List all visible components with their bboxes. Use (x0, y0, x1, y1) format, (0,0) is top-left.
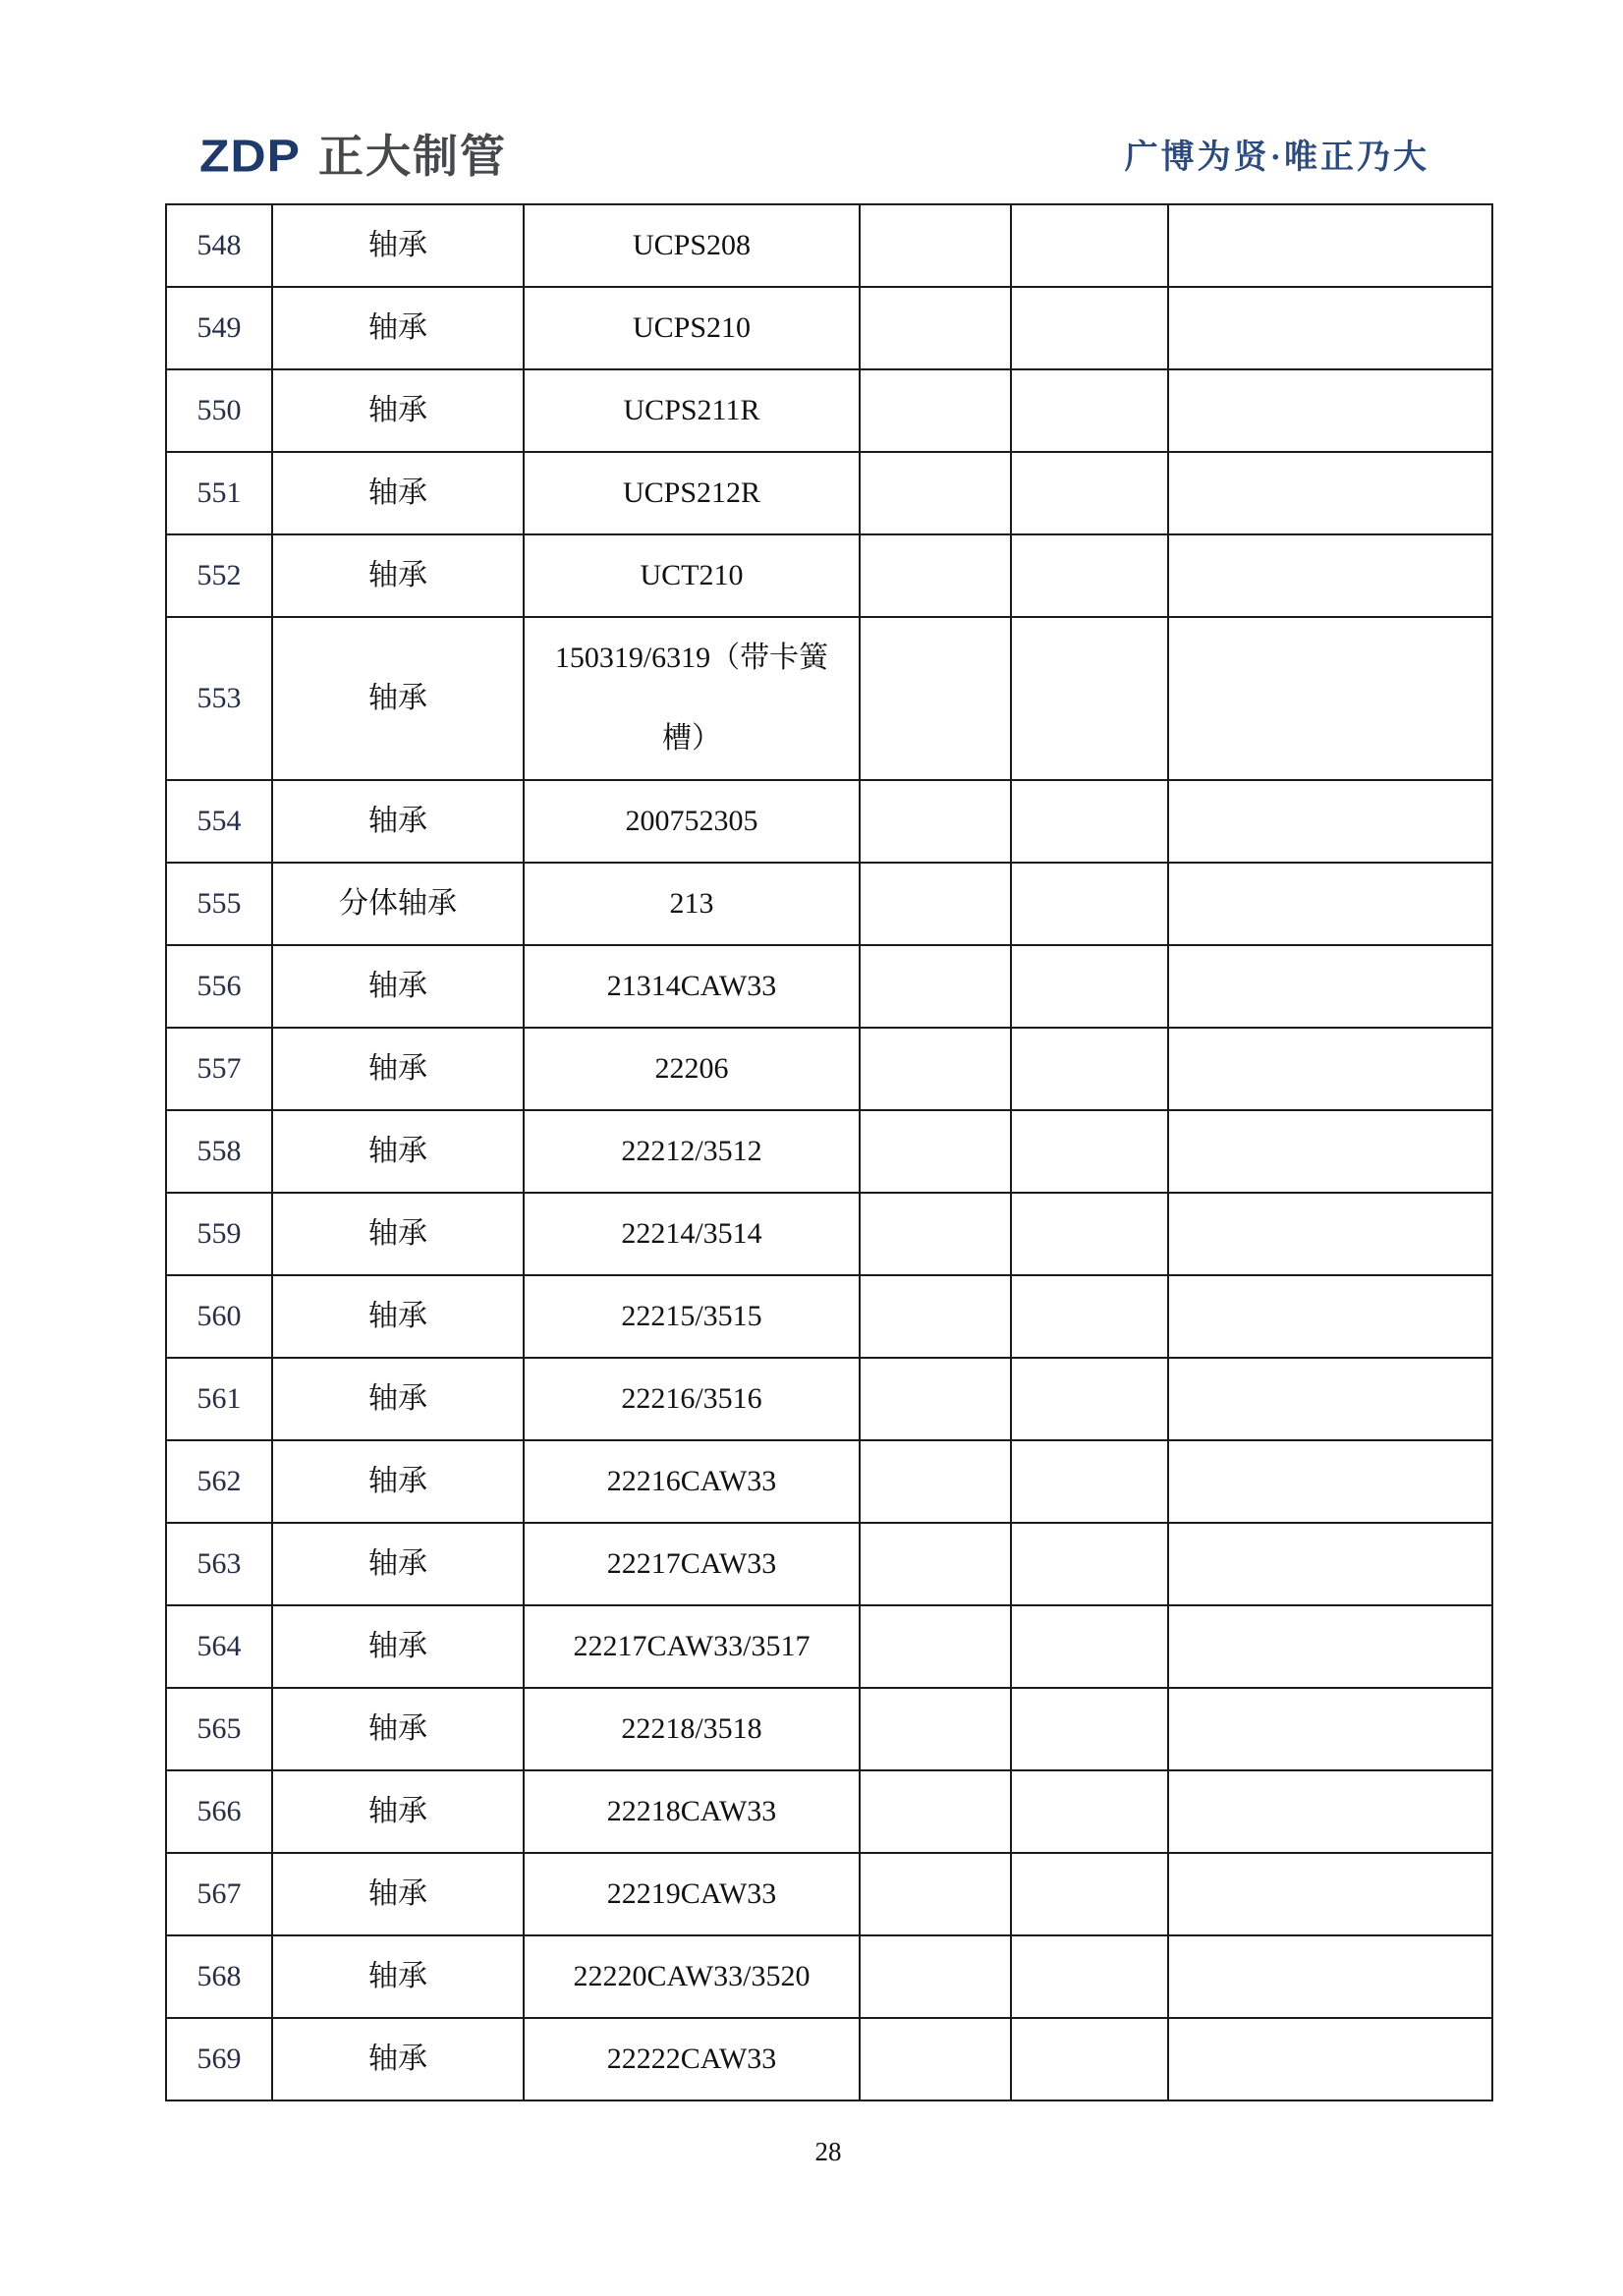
table-row (166, 1028, 1492, 1110)
cell-part-name: 轴承 (272, 1770, 524, 1853)
cell-row-number: 549 (166, 287, 272, 369)
cell-part-model: UCPS210 (524, 287, 860, 369)
cell-empty-2 (1011, 1935, 1168, 2018)
cell-empty-2 (1011, 617, 1168, 780)
cell-empty-1 (860, 1853, 1011, 1935)
cell-part-name: 轴承 (272, 1935, 524, 2018)
cell-empty-2 (1011, 1028, 1168, 1110)
cell-row-number: 557 (166, 1028, 272, 1110)
table-row (166, 287, 1492, 369)
cell-row-number: 553 (166, 617, 272, 780)
cell-part-model: 22216CAW33 (524, 1440, 860, 1523)
cell-empty-1 (860, 780, 1011, 863)
cell-empty-1 (860, 1935, 1011, 2018)
cell-empty-3 (1168, 287, 1492, 369)
cell-part-name: 轴承 (272, 287, 524, 369)
cell-empty-1 (860, 1275, 1011, 1358)
cell-part-model: 200752305 (524, 780, 860, 863)
cell-empty-3 (1168, 1935, 1492, 2018)
cell-part-model: 22217CAW33/3517 (524, 1605, 860, 1688)
cell-part-name: 分体轴承 (272, 863, 524, 945)
parts-table (165, 203, 1493, 2101)
cell-empty-2 (1011, 1275, 1168, 1358)
cell-empty-1 (860, 2018, 1011, 2100)
table-row (166, 780, 1492, 863)
cell-empty-2 (1011, 945, 1168, 1028)
cell-empty-2 (1011, 1688, 1168, 1770)
cell-part-name: 轴承 (272, 2018, 524, 2100)
cell-part-model: UCPS212R (524, 452, 860, 534)
cell-part-model: UCT210 (524, 534, 860, 617)
cell-empty-1 (860, 534, 1011, 617)
model-line: 150319/6319（带卡簧 (554, 642, 829, 674)
cell-part-model: UCPS208 (524, 204, 860, 287)
cell-empty-3 (1168, 617, 1492, 780)
cell-empty-2 (1011, 534, 1168, 617)
cell-empty-3 (1168, 1110, 1492, 1193)
cell-empty-2 (1011, 1440, 1168, 1523)
cell-part-name: 轴承 (272, 204, 524, 287)
page-header (0, 0, 1623, 203)
table-row (166, 1935, 1492, 2018)
cell-row-number: 568 (166, 1935, 272, 2018)
cell-empty-1 (860, 287, 1011, 369)
cell-empty-3 (1168, 204, 1492, 287)
cell-part-name: 轴承 (272, 945, 524, 1028)
cell-empty-2 (1011, 1523, 1168, 1605)
cell-part-model: 22217CAW33 (524, 1523, 860, 1605)
table-row (166, 863, 1492, 945)
cell-empty-1 (860, 369, 1011, 452)
cell-part-model: 213 (524, 863, 860, 945)
cell-part-model: 22212/3512 (524, 1110, 860, 1193)
cell-part-model: 22216/3516 (524, 1358, 860, 1440)
cell-empty-2 (1011, 2018, 1168, 2100)
cell-empty-2 (1011, 1358, 1168, 1440)
cell-part-name: 轴承 (272, 452, 524, 534)
cell-empty-3 (1168, 534, 1492, 617)
cell-row-number: 548 (166, 204, 272, 287)
cell-row-number: 556 (166, 945, 272, 1028)
cell-row-number: 564 (166, 1605, 272, 1688)
cell-part-name: 轴承 (272, 1688, 524, 1770)
cell-empty-3 (1168, 863, 1492, 945)
cell-empty-3 (1168, 945, 1492, 1028)
cell-part-model: 22218CAW33 (524, 1770, 860, 1853)
cell-empty-2 (1011, 1605, 1168, 1688)
table-row (166, 1110, 1492, 1193)
cell-part-name: 轴承 (272, 617, 524, 780)
cell-empty-1 (860, 1770, 1011, 1853)
table-row (166, 369, 1492, 452)
cell-empty-1 (860, 204, 1011, 287)
cell-empty-3 (1168, 1440, 1492, 1523)
cell-empty-1 (860, 863, 1011, 945)
cell-empty-3 (1168, 1275, 1492, 1358)
cell-part-name: 轴承 (272, 1440, 524, 1523)
cell-part-name: 轴承 (272, 1028, 524, 1110)
cell-part-model: UCPS211R (524, 369, 860, 452)
cell-part-model: 22218/3518 (524, 1688, 860, 1770)
cell-empty-1 (860, 617, 1011, 780)
cell-row-number: 555 (166, 863, 272, 945)
cell-part-name: 轴承 (272, 1358, 524, 1440)
cell-empty-3 (1168, 1523, 1492, 1605)
cell-empty-2 (1011, 1853, 1168, 1935)
cell-empty-2 (1011, 780, 1168, 863)
cell-empty-1 (860, 945, 1011, 1028)
table-row (166, 1358, 1492, 1440)
cell-empty-3 (1168, 452, 1492, 534)
page-number: 28 (814, 2137, 842, 2166)
cell-empty-3 (1168, 1605, 1492, 1688)
cell-empty-3 (1168, 1358, 1492, 1440)
cell-part-name: 轴承 (272, 1110, 524, 1193)
parts-table-body (166, 204, 1492, 2100)
table-row (166, 617, 1492, 780)
cell-row-number: 551 (166, 452, 272, 534)
cell-empty-1 (860, 1605, 1011, 1688)
cell-empty-2 (1011, 204, 1168, 287)
logo-zdp-mark: ZDP (199, 131, 301, 182)
cell-row-number: 566 (166, 1770, 272, 1853)
cell-empty-2 (1011, 1193, 1168, 1275)
table-row (166, 1688, 1492, 1770)
cell-part-model: 21314CAW33 (524, 945, 860, 1028)
cell-row-number: 567 (166, 1853, 272, 1935)
cell-part-name: 轴承 (272, 1193, 524, 1275)
cell-part-name: 轴承 (272, 1523, 524, 1605)
cell-empty-3 (1168, 1853, 1492, 1935)
cell-empty-1 (860, 1688, 1011, 1770)
table-row (166, 1853, 1492, 1935)
cell-row-number: 554 (166, 780, 272, 863)
cell-row-number: 569 (166, 2018, 272, 2100)
cell-empty-3 (1168, 1770, 1492, 1853)
cell-empty-3 (1168, 2018, 1492, 2100)
cell-part-model: 22222CAW33 (524, 2018, 860, 2100)
cell-row-number: 559 (166, 1193, 272, 1275)
cell-part-model: 22206 (524, 1028, 860, 1110)
cell-empty-2 (1011, 452, 1168, 534)
cell-empty-1 (860, 452, 1011, 534)
table-row (166, 1275, 1492, 1358)
table-row (166, 2018, 1492, 2100)
cell-part-model: 22214/3514 (524, 1193, 860, 1275)
cell-empty-1 (860, 1028, 1011, 1110)
table-row (166, 1193, 1492, 1275)
cell-empty-2 (1011, 1110, 1168, 1193)
logo-company-name: 正大制管 (318, 131, 507, 182)
cell-row-number: 560 (166, 1275, 272, 1358)
cell-row-number: 562 (166, 1440, 272, 1523)
cell-part-model: 22219CAW33 (524, 1853, 860, 1935)
cell-part-name: 轴承 (272, 1853, 524, 1935)
table-row (166, 452, 1492, 534)
cell-empty-2 (1011, 369, 1168, 452)
cell-empty-3 (1168, 1193, 1492, 1275)
table-row (166, 1770, 1492, 1853)
cell-empty-3 (1168, 1028, 1492, 1110)
cell-part-model: 22215/3515 (524, 1275, 860, 1358)
cell-empty-1 (860, 1193, 1011, 1275)
cell-empty-2 (1011, 1770, 1168, 1853)
cell-part-name: 轴承 (272, 369, 524, 452)
table-row (166, 945, 1492, 1028)
cell-row-number: 563 (166, 1523, 272, 1605)
header-slogan: 广博为贤·唯正乃大 (1124, 140, 1429, 176)
cell-empty-1 (860, 1358, 1011, 1440)
cell-part-name: 轴承 (272, 1605, 524, 1688)
cell-part-model (524, 617, 860, 780)
cell-part-name: 轴承 (272, 534, 524, 617)
table-row (166, 1605, 1492, 1688)
cell-empty-3 (1168, 369, 1492, 452)
cell-part-model: 22220CAW33/3520 (524, 1935, 860, 2018)
cell-row-number: 558 (166, 1110, 272, 1193)
cell-row-number: 565 (166, 1688, 272, 1770)
table-row (166, 534, 1492, 617)
cell-part-name: 轴承 (272, 1275, 524, 1358)
cell-empty-1 (860, 1110, 1011, 1193)
cell-empty-2 (1011, 287, 1168, 369)
cell-part-name: 轴承 (272, 780, 524, 863)
cell-row-number: 561 (166, 1358, 272, 1440)
table-row (166, 204, 1492, 287)
cell-row-number: 552 (166, 534, 272, 617)
model-line: 槽） (662, 722, 721, 755)
cell-empty-1 (860, 1440, 1011, 1523)
cell-empty-3 (1168, 780, 1492, 863)
cell-empty-1 (860, 1523, 1011, 1605)
cell-empty-3 (1168, 1688, 1492, 1770)
table-row (166, 1523, 1492, 1605)
cell-empty-2 (1011, 863, 1168, 945)
company-logo (199, 132, 507, 181)
cell-row-number: 550 (166, 369, 272, 452)
table-row (166, 1440, 1492, 1523)
